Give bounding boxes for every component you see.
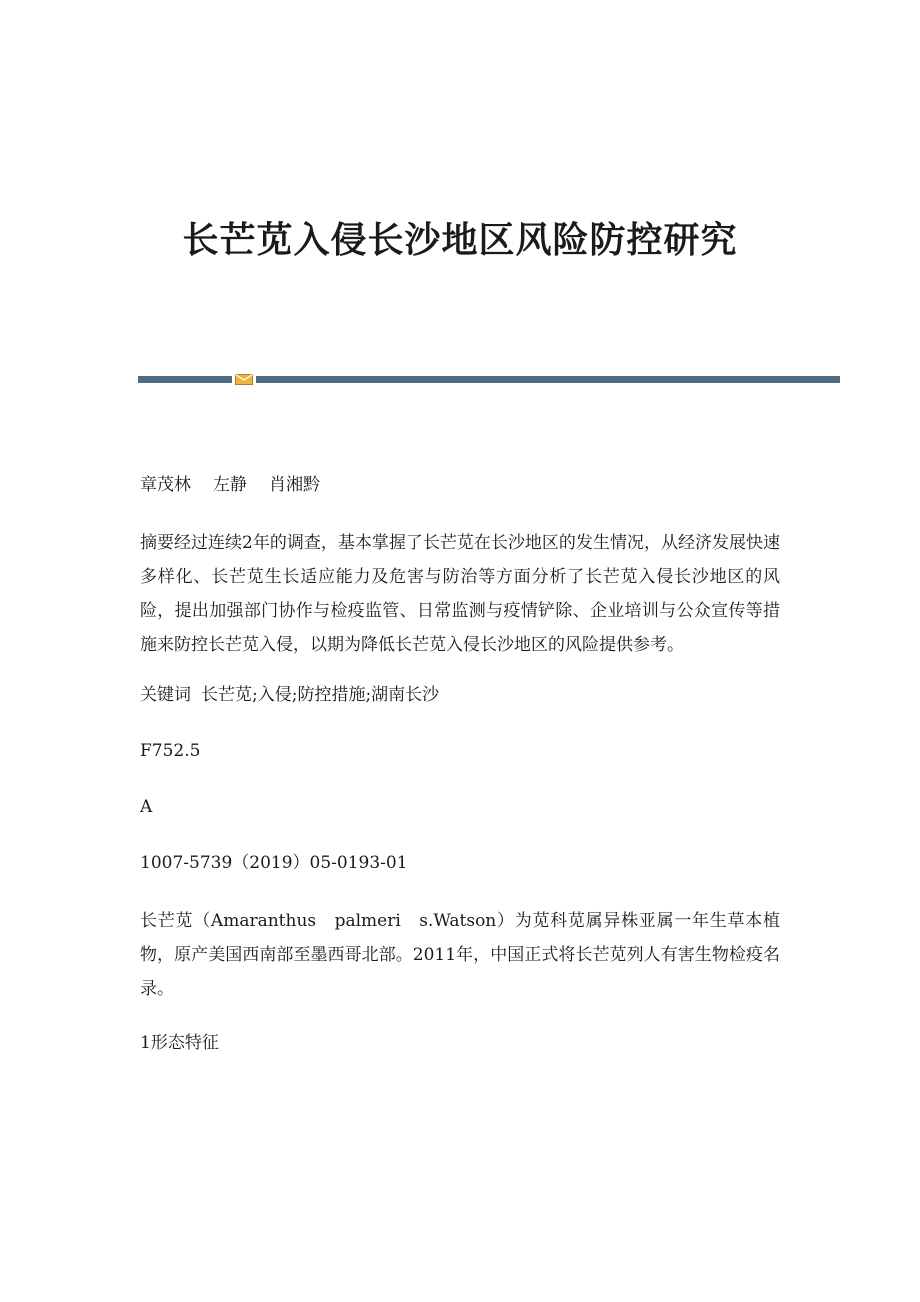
divider-bar-right: [256, 376, 840, 383]
title-divider: [138, 374, 840, 384]
document-code: A: [140, 797, 153, 817]
abstract: 摘要经过连续2年的调查，基本掌握了长芒苋在长沙地区的发生情况，从经济发展快速多样化、长芒苋生长适应能力及危害与防治等方面分析了长芒苋入侵长沙地区的风险，提出加强部门协作与检疫监管、日常监测与疫情铲除、企业培训与公众宣传等措施来防控长芒苋入侵，以期为降低长芒苋入侵长沙地区的风险提供参考。: [140, 533, 780, 655]
keywords-text: 长芒苋;入侵;防控措施;湖南长沙: [201, 685, 440, 705]
keywords-line: [140, 680, 780, 710]
author-name: 章茂林: [140, 475, 191, 495]
section-heading: 1形态特征: [140, 1033, 219, 1053]
keywords-label: 关键词: [140, 685, 191, 705]
envelope-icon: [235, 374, 253, 385]
document-body: [140, 470, 780, 1084]
author-name: 肖湘黔: [269, 475, 320, 495]
author-name: 左静: [213, 475, 247, 495]
article-id: 1007-5739（2019）05-0193-01: [140, 853, 408, 873]
divider-bar-left: [138, 376, 232, 383]
document-title: 长芒苋入侵长沙地区风险防控研究: [182, 219, 738, 261]
classification-number: F752.5: [140, 741, 201, 761]
author-list: [140, 470, 780, 500]
intro-paragraph: 长芒苋（Amaranthus palmeri s.Watson）为苋科苋属异株亚属一年生草本植物，原产美国西南部至墨西哥北部。2011年，中国正式将长芒苋列人有害生物检疫名录。: [140, 911, 780, 999]
